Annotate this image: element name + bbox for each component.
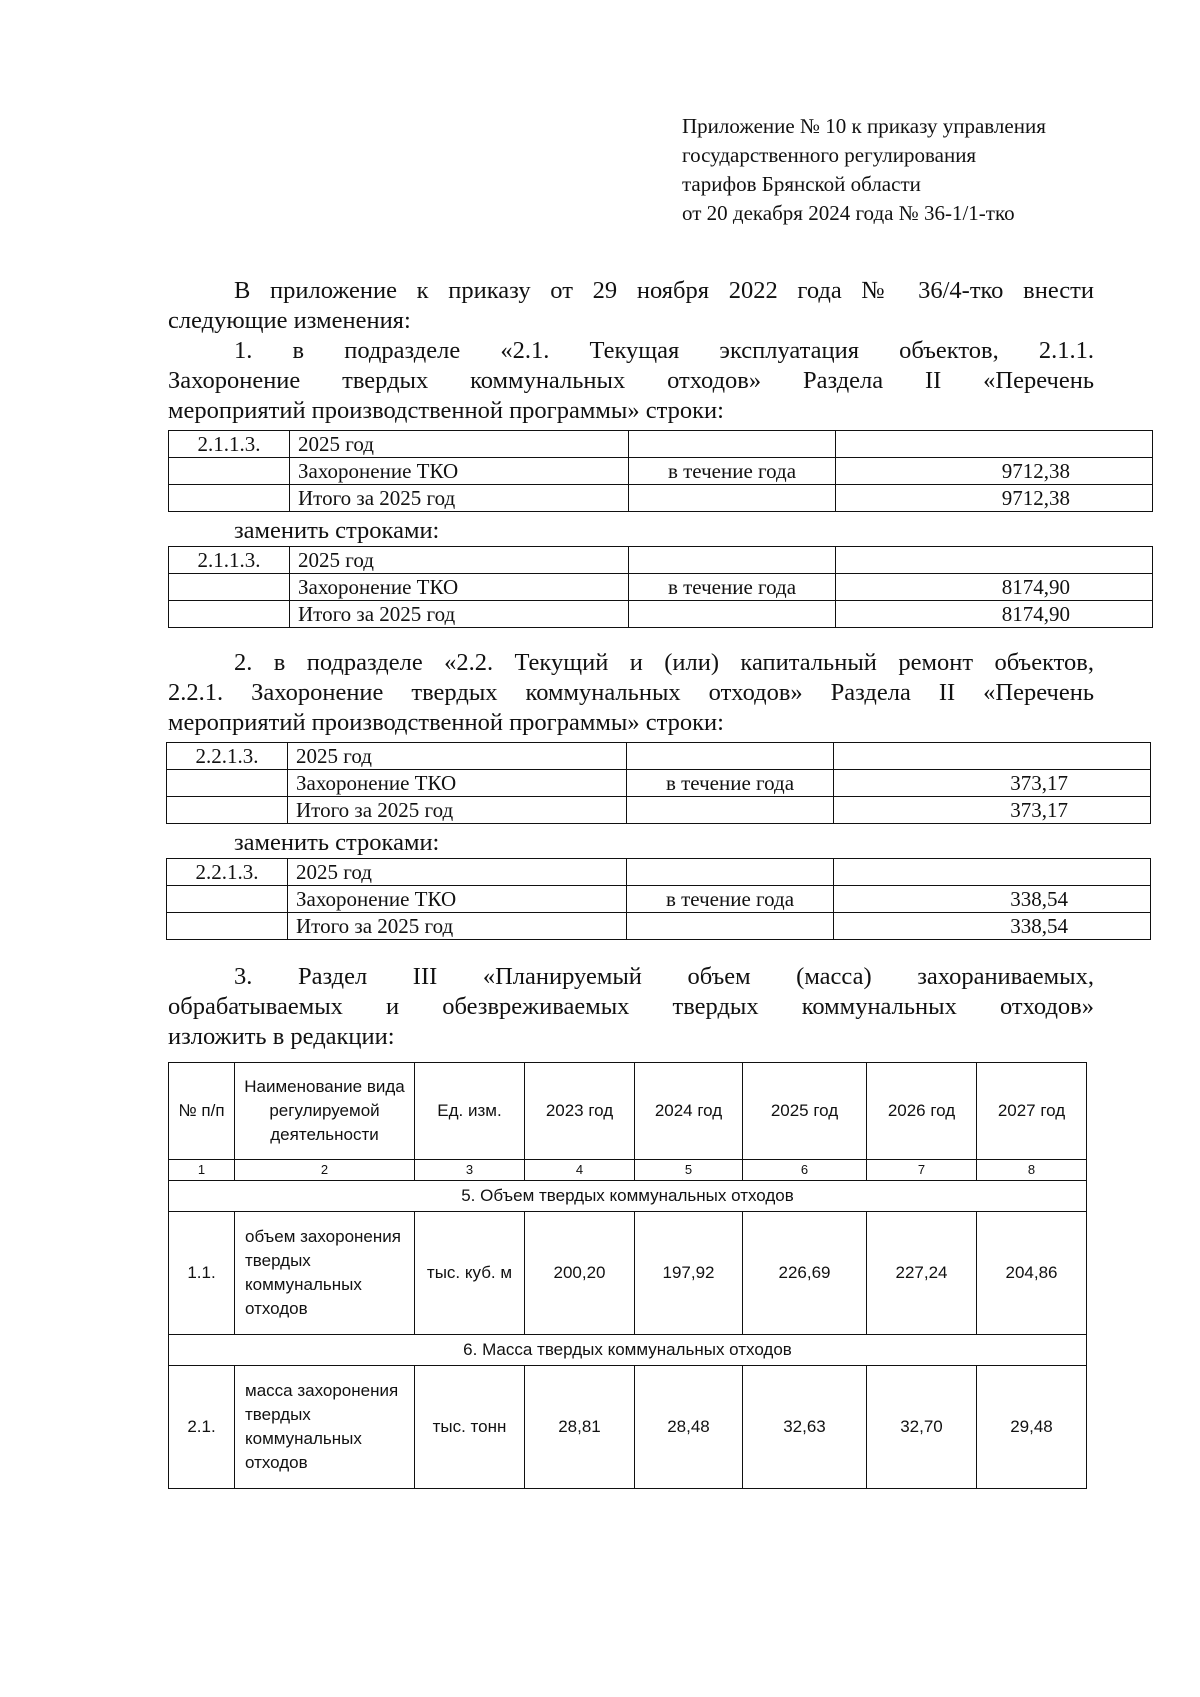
row-value: 28,81 (525, 1366, 635, 1489)
volume-mass-table (168, 1062, 1087, 1489)
row-code: 2.2.1.3. (167, 859, 288, 886)
row-period: в течение года (627, 770, 834, 797)
row-amount: 373,17 (834, 797, 1151, 824)
table-row (169, 458, 1153, 485)
row-period (627, 913, 834, 940)
table-row (167, 743, 1151, 770)
replace-label: заменить строками: (234, 829, 440, 856)
item1-old-rows-table (168, 430, 1153, 512)
row-amount: 338,54 (834, 886, 1151, 913)
paragraph-line: В приложение к приказу от 29 ноября 2022 года № 36/4-тко внести (234, 277, 1094, 304)
item1-paragraph (168, 336, 1094, 426)
row-code: 2.2.1.3. (167, 743, 288, 770)
replace-label: заменить строками: (234, 517, 440, 544)
row-code (169, 574, 290, 601)
table-row (167, 913, 1151, 940)
row-value: 197,92 (635, 1212, 743, 1335)
row-value: 226,69 (743, 1212, 867, 1335)
column-number: 8 (977, 1160, 1087, 1181)
row-period (627, 797, 834, 824)
row-name: Захоронение ТКО (288, 886, 627, 913)
item1-new-rows-table (168, 546, 1153, 628)
row-unit: тыс. куб. м (415, 1212, 525, 1335)
column-number: 2 (235, 1160, 415, 1181)
row-name: 2025 год (290, 547, 629, 574)
section-row (169, 1181, 1087, 1212)
table-row (169, 547, 1153, 574)
row-amount: 9712,38 (836, 485, 1153, 512)
row-name: 2025 год (290, 431, 629, 458)
row-code (169, 601, 290, 628)
row-period: в течение года (627, 886, 834, 913)
row-name: Захоронение ТКО (290, 574, 629, 601)
header-line: Приложение № 10 к приказу управления (682, 114, 1046, 138)
row-value: 200,20 (525, 1212, 635, 1335)
row-value: 32,63 (743, 1366, 867, 1489)
row-amount: 9712,38 (836, 458, 1153, 485)
row-period: в течение года (629, 574, 836, 601)
column-number: 4 (525, 1160, 635, 1181)
paragraph-line: следующие изменения: (168, 307, 411, 334)
column-header: 2024 год (635, 1063, 743, 1160)
row-code: 2.1.1.3. (169, 547, 290, 574)
row-name: объем захоронения твердых коммунальных отходов (235, 1212, 415, 1335)
row-amount (834, 743, 1151, 770)
row-value: 28,48 (635, 1366, 743, 1489)
row-name: 2025 год (288, 743, 627, 770)
table-row (169, 485, 1153, 512)
table-row (167, 770, 1151, 797)
row-period (629, 547, 836, 574)
paragraph-line: 2. в подразделе «2.2. Текущий и (или) капитальный ремонт объектов, (234, 649, 1094, 676)
row-name: масса захоронения твердых коммунальных отходов (235, 1366, 415, 1489)
row-number: 1.1. (169, 1212, 235, 1335)
row-name: Захоронение ТКО (288, 770, 627, 797)
row-value: 204,86 (977, 1212, 1087, 1335)
row-name: Итого за 2025 год (288, 913, 627, 940)
row-period (627, 743, 834, 770)
paragraph-line: 2.2.1. Захоронение твердых коммунальных отходов» Раздела II «Перечень (168, 679, 1094, 706)
row-name: Итого за 2025 год (290, 601, 629, 628)
table-row (167, 859, 1151, 886)
row-name: Захоронение ТКО (290, 458, 629, 485)
row-unit: тыс. тонн (415, 1366, 525, 1489)
header-line: тарифов Брянской области (682, 172, 921, 196)
row-code: 2.1.1.3. (169, 431, 290, 458)
row-amount: 338,54 (834, 913, 1151, 940)
header-line: государственного регулирования (682, 143, 977, 167)
table-row (169, 601, 1153, 628)
row-period (629, 601, 836, 628)
table-row (167, 886, 1151, 913)
row-code (169, 485, 290, 512)
table-row (169, 1366, 1087, 1489)
item2-old-rows-table (166, 742, 1151, 824)
column-number: 3 (415, 1160, 525, 1181)
row-period: в течение года (629, 458, 836, 485)
row-amount (836, 547, 1153, 574)
row-value: 29,48 (977, 1366, 1087, 1489)
row-period (627, 859, 834, 886)
paragraph-line: 3. Раздел III «Планируемый объем (масса) захораниваемых, (234, 963, 1094, 990)
column-header: № п/п (169, 1063, 235, 1160)
column-number: 6 (743, 1160, 867, 1181)
column-number: 7 (867, 1160, 977, 1181)
table-row (169, 1212, 1087, 1335)
paragraph-line: мероприятий производственной программы» строки: (168, 397, 724, 424)
row-amount: 373,17 (834, 770, 1151, 797)
column-header: 2023 год (525, 1063, 635, 1160)
paragraph-line: изложить в редакции: (168, 1023, 395, 1050)
row-period (629, 431, 836, 458)
paragraph-line: обрабатываемых и обезвреживаемых твердых коммунальных отходов» (168, 993, 1094, 1020)
row-amount: 8174,90 (836, 574, 1153, 601)
row-value: 227,24 (867, 1212, 977, 1335)
table-row (167, 797, 1151, 824)
header-line: от 20 декабря 2024 года № 36-1/1-тко (682, 201, 1015, 225)
column-number: 1 (169, 1160, 235, 1181)
row-value: 32,70 (867, 1366, 977, 1489)
row-name: 2025 год (288, 859, 627, 886)
item3-paragraph (168, 962, 1094, 1052)
item2-paragraph (168, 648, 1094, 738)
paragraph-line: мероприятий производственной программы» строки: (168, 709, 724, 736)
appendix-header (682, 112, 1102, 228)
row-code (167, 797, 288, 824)
intro-paragraph (168, 276, 1094, 336)
column-number: 5 (635, 1160, 743, 1181)
row-code (167, 886, 288, 913)
column-header: 2026 год (867, 1063, 977, 1160)
row-amount (836, 431, 1153, 458)
table-row (169, 431, 1153, 458)
row-number: 2.1. (169, 1366, 235, 1489)
column-header: 2025 год (743, 1063, 867, 1160)
row-code (167, 770, 288, 797)
paragraph-line: Захоронение твердых коммунальных отходов» Раздела II «Перечень (168, 367, 1094, 394)
row-code (167, 913, 288, 940)
section-title: 5. Объем твердых коммунальных отходов (169, 1181, 1087, 1212)
row-name: Итого за 2025 год (288, 797, 627, 824)
row-amount: 8174,90 (836, 601, 1153, 628)
row-code (169, 458, 290, 485)
item2-new-rows-table (166, 858, 1151, 940)
row-name: Итого за 2025 год (290, 485, 629, 512)
row-period (629, 485, 836, 512)
table-row (169, 574, 1153, 601)
column-number-row (169, 1160, 1087, 1181)
paragraph-line: 1. в подразделе «2.1. Текущая эксплуатация объектов, 2.1.1. (234, 337, 1094, 364)
table-header-row (169, 1063, 1087, 1160)
column-header: Ед. изм. (415, 1063, 525, 1160)
row-amount (834, 859, 1151, 886)
section-title: 6. Масса твердых коммунальных отходов (169, 1335, 1087, 1366)
column-header: Наименование вида регулируемой деятельности (235, 1063, 415, 1160)
column-header: 2027 год (977, 1063, 1087, 1160)
section-row (169, 1335, 1087, 1366)
